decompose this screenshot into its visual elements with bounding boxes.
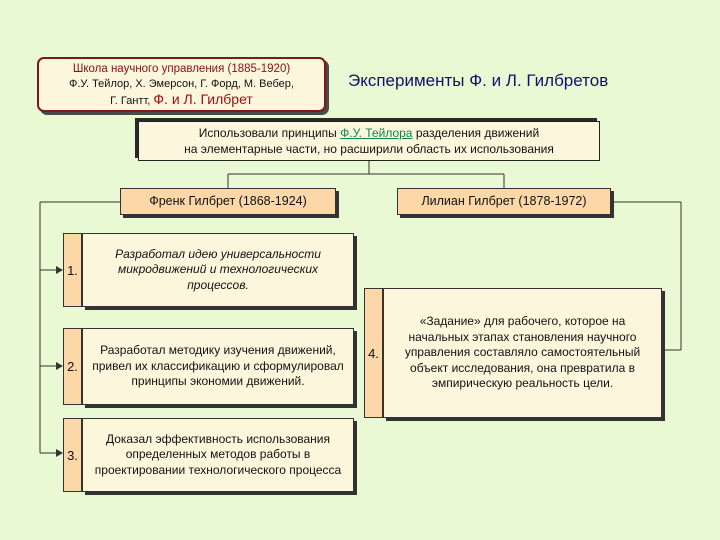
item-1-text: Разработал идею универсальности микродвижений и технологических процессов. [82,233,354,307]
item-3-number: 3. [63,418,82,492]
school-box [37,57,326,112]
item-3-text: Доказал эффективность использования определенных методов работы в проектировании технологического процесса [82,418,354,492]
item-2-text: Разработал методику изучения движений, привел их классификацию и сформулировал принципы экономии движений. [82,328,354,405]
principles-line2: на элементарные части, но расширили область их использования [184,142,554,156]
item-4-number: 4. [364,288,383,418]
lillian-gilbreth-box: Лилиан Гилбрет (1878-1972) [397,188,611,215]
school-gilbreths: Ф. и Л. Гилбрет [153,91,253,107]
frank-gilbreth-box: Френк Гилбрет (1868-1924) [120,188,336,215]
principles-line1 [139,125,599,141]
school-members-prefix: Г. Гантт, [110,95,151,107]
principles-box [138,121,600,161]
taylor-link[interactable]: Ф.У. Тейлора [340,126,413,140]
school-title: Школа научного управления (1885-1920) [72,63,291,75]
principles-text-before: Использовали принципы [198,126,341,140]
principles-text-after: разделения движений [412,126,540,140]
school-members-cont [39,92,324,109]
item-1-number: 1. [63,233,82,307]
school-members: Ф.У. Тейлор, Х. Эмерсон, Г. Форд, М. Вебер, [69,78,294,90]
slide-title: Эксперименты Ф. и Л. Гилбретов [348,71,609,90]
item-2-number: 2. [63,328,82,405]
item-4-text: «Задание» для рабочего, которое на начальных этапах становления научного управления составляло самостоятельный объект исследования, она превратила в эмпирическую реальность цели. [383,288,662,418]
